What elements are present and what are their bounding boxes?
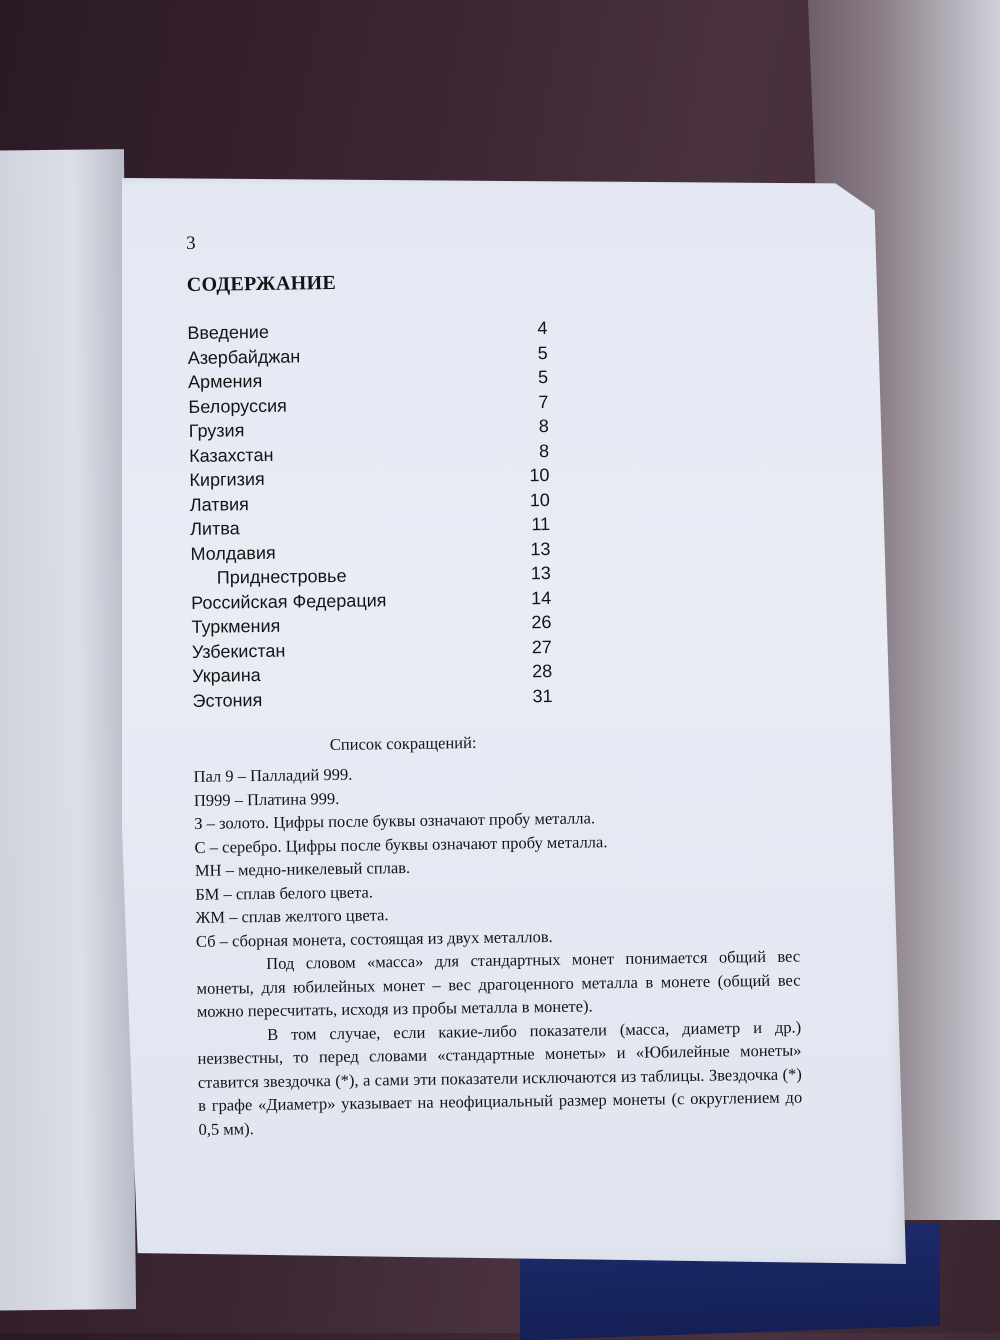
left-page-edge [0, 149, 136, 1311]
abbreviation-item: МН – медно-никелевый сплав. [194, 857, 411, 880]
page-number: 3 [186, 232, 196, 254]
toc-entry: Эстония 31 [192, 685, 553, 711]
abbreviation-item: Сб – сборная монета, состоящая из двух металлов. [195, 926, 553, 951]
toc-entry: Введение 4 [187, 317, 548, 343]
toc-entry: Туркмения 26 [191, 611, 552, 637]
abbreviation-item: П999 – Платина 999. [193, 788, 340, 810]
abbreviations-list [193, 756, 816, 953]
abbreviation-item: БМ – сплав белого цвета. [195, 881, 374, 904]
asterisk-note-paragraph: В том случае, если какие-либо показатели (масса, диаметр и др.) неизвестны, то перед словами «стандартные монеты» и «Юбилейные монеты» ставится звездочка (*), а сами эти показатели исключаются из таблицы. Звездочка (*) в графе «Диаметр» указывает на неофициальный размер монеты (с округлением до 0,5 мм). [197, 1016, 803, 1139]
abbreviation-item: ЖМ – сплав желтого цвета. [195, 905, 389, 927]
abbreviations-title: Список сокращений: [329, 732, 477, 755]
toc-entry: Украина 28 [192, 660, 553, 686]
toc-title: СОДЕРЖАНИЕ [186, 271, 337, 296]
page-content [186, 223, 819, 1141]
toc-entry: Латвия 10 [189, 489, 550, 515]
abbreviation-item: З – золото. Цифры после буквы означают пробу металла. [194, 808, 596, 833]
abbreviation-item: Пал 9 – Палладий 999. [193, 764, 353, 786]
abbreviation-item: С – серебро. Цифры после буквы означают пробу металла. [194, 831, 608, 857]
mass-note-paragraph: Под словом «масса» для стандартных монет понимается общий вес монеты, для юбилейных монет – вес драгоценного металла в монете (общий вес можно пересчитать, исходя из пробы металла в монете). [196, 946, 801, 1021]
toc-entry: Армения 5 [187, 366, 549, 392]
toc-entry: Молдавия 13 [190, 538, 551, 564]
toc-entry: Литва 11 [190, 513, 551, 539]
toc-subentry: Приднестровье 13 [216, 562, 551, 588]
toc-entry: Белоруссия 7 [188, 391, 549, 417]
toc-entry: Российская Федерация 14 [191, 587, 552, 613]
toc-entry: Узбекистан 27 [191, 636, 552, 662]
toc-entry: Азербайджан 5 [187, 342, 548, 368]
toc-entry: Казахстан 8 [188, 440, 550, 466]
toc-list [187, 312, 812, 713]
toc-entry: Грузия 8 [188, 415, 549, 441]
toc-entry: Киргизия 10 [189, 464, 550, 490]
